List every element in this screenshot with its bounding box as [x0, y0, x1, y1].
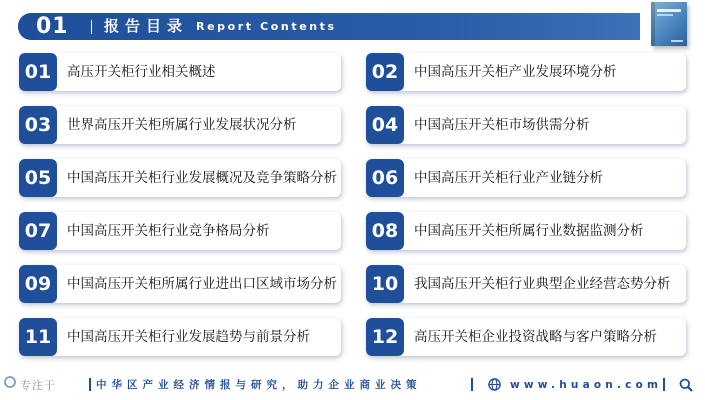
section-subtitle: Report Contents: [196, 20, 337, 33]
toc-number: 06: [366, 159, 404, 197]
footer-brand: 专注于: [20, 379, 56, 392]
toc-item-03[interactable]: [19, 106, 341, 144]
toc-item-11[interactable]: [19, 318, 341, 356]
report-book-icon: [651, 2, 687, 46]
toc-label: 中国高压开关柜所属行业进出口区域市场分析: [67, 276, 337, 292]
toc-item-09[interactable]: [19, 265, 341, 303]
toc-item-10[interactable]: [366, 265, 686, 303]
toc-item-04[interactable]: [366, 106, 686, 144]
toc-label: 中国高压开关柜产业发展环境分析: [414, 64, 617, 80]
search-icon[interactable]: [679, 378, 693, 392]
brand-logo-icon: [4, 376, 16, 388]
toc-number: 12: [366, 318, 404, 356]
toc-label: 中国高压开关柜所属行业数据监测分析: [414, 223, 644, 239]
section-header: [18, 13, 640, 40]
toc-number: 07: [19, 212, 57, 250]
toc-number: 08: [366, 212, 404, 250]
toc-label: 高压开关柜行业相关概述: [67, 64, 216, 80]
toc-label: 中国高压开关柜行业竞争格局分析: [67, 223, 270, 239]
header-divider: [91, 20, 92, 34]
toc-number: 03: [19, 106, 57, 144]
toc-number: 11: [19, 318, 57, 356]
footer-url[interactable]: www.huaon.com: [510, 379, 663, 391]
toc-label: 中国高压开关柜行业产业链分析: [414, 170, 603, 186]
toc-label: 中国高压开关柜行业发展概况及竞争策略分析: [67, 170, 337, 186]
toc-number: 10: [366, 265, 404, 303]
footer: [0, 376, 705, 394]
toc-label: 中国高压开关柜行业发展趋势与前景分析: [67, 329, 310, 345]
footer-slogan: 中华区产业经济情报与研究，助力企业商业决策: [96, 379, 422, 391]
footer-divider: [471, 378, 473, 391]
toc-item-07[interactable]: [19, 212, 341, 250]
toc-item-02[interactable]: [366, 53, 686, 91]
toc-label: 我国高压开关柜行业典型企业经营态势分析: [414, 276, 671, 292]
toc-label: 高压开关柜企业投资战略与客户策略分析: [414, 329, 657, 345]
toc-item-06[interactable]: [366, 159, 686, 197]
toc-number: 01: [19, 53, 57, 91]
toc-number: 09: [19, 265, 57, 303]
toc-label: 中国高压开关柜市场供需分析: [414, 117, 590, 133]
toc-number: 02: [366, 53, 404, 91]
footer-divider: [89, 378, 91, 391]
globe-icon: [488, 378, 501, 391]
toc-number: 04: [366, 106, 404, 144]
toc-item-08[interactable]: [366, 212, 686, 250]
toc-number: 05: [19, 159, 57, 197]
toc-item-01[interactable]: [19, 53, 341, 91]
footer-divider: [663, 378, 665, 391]
section-number: 01: [36, 14, 69, 39]
toc-item-12[interactable]: [366, 318, 686, 356]
toc-item-05[interactable]: [19, 159, 341, 197]
toc-label: 世界高压开关柜所属行业发展状况分析: [67, 117, 297, 133]
section-title: 报告目录: [104, 17, 189, 35]
